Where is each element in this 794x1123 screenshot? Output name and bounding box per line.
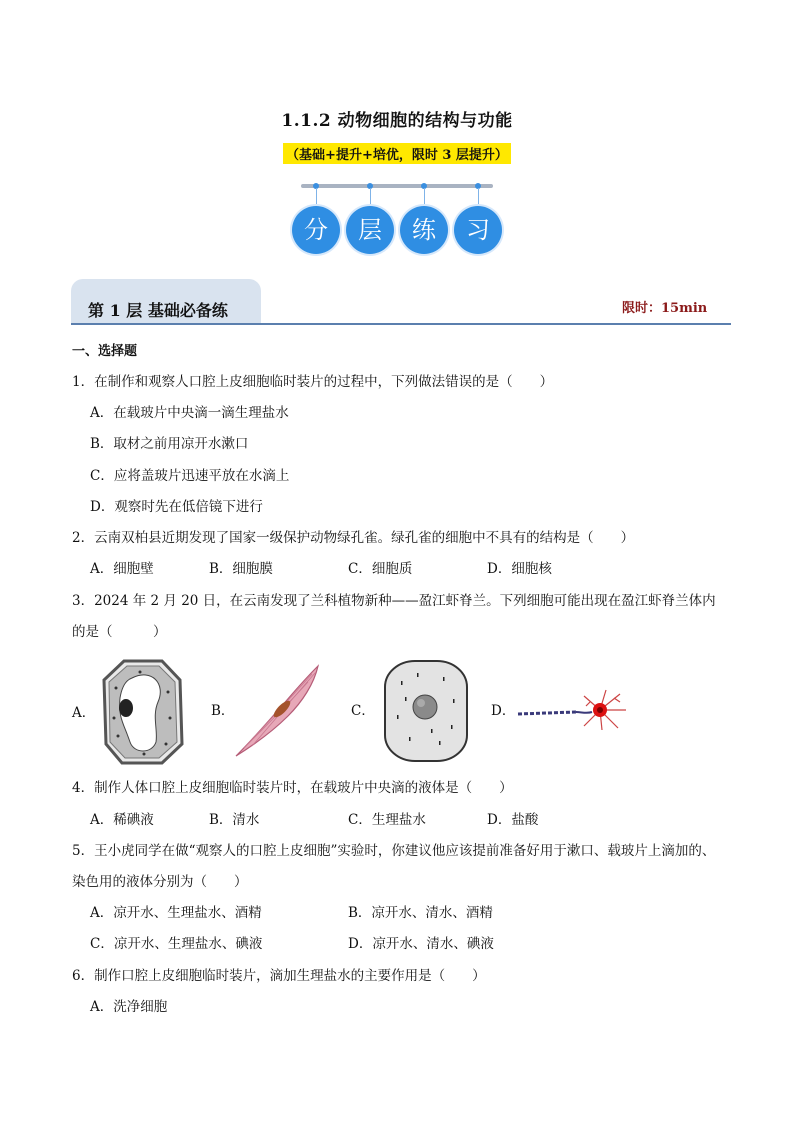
q2-option-b: B．细胞膜 (209, 561, 273, 577)
badge-lian: 练 (400, 206, 448, 254)
q4-option-d: D．盐酸 (487, 812, 539, 828)
animal-cell-image (383, 659, 469, 763)
q3-option-d: D． (491, 703, 516, 719)
q5-option-d: D．凉开水、清水、碘液 (348, 936, 494, 952)
q2-option-d: D．细胞核 (487, 561, 552, 577)
q5-option-a: A．凉开水、生理盐水、酒精 (90, 905, 262, 921)
q6-option-a: A．洗净细胞 (90, 999, 168, 1015)
section-heading: 一、选择题 (72, 344, 138, 359)
q5-option-c: C．凉开水、生理盐水、碘液 (90, 936, 263, 952)
plant-cell-image (100, 658, 186, 766)
question-5-stem-line1: 5．王小虎同学在做“观察人的口腔上皮细胞”实验时，你建议他应该提前准备好用于漱口、载玻片上滴加的、 (72, 843, 716, 859)
section-divider (71, 323, 731, 325)
page-subtitle: （基础+提升+培优，限时 3 层提升） (283, 143, 511, 164)
question-3-stem-line2: 的是（ ） (72, 624, 167, 640)
q4-option-c: C．生理盐水 (348, 812, 426, 828)
q4-option-b: B．清水 (209, 812, 260, 828)
muscle-cell-image (232, 662, 324, 760)
q1-option-a: A．在载玻片中央滴一滴生理盐水 (90, 405, 289, 421)
badge-fen: 分 (292, 206, 340, 254)
q1-option-d: D．观察时先在低倍镜下进行 (90, 499, 263, 515)
neuron-image (516, 688, 628, 732)
question-2-stem: 2．云南双柏县近期发现了国家一级保护动物绿孔雀。绿孔雀的细胞中不具有的结构是（ ） (72, 530, 635, 546)
q3-option-c: C． (351, 703, 375, 719)
q4-option-a: A．稀碘液 (90, 812, 154, 828)
badge-ceng: 层 (346, 206, 394, 254)
question-1-stem: 1．在制作和观察人口腔上皮细胞临时装片的过程中，下列做法错误的是（ ） (72, 374, 554, 390)
q1-option-c: C．应将盖玻片迅速平放在水滴上 (90, 468, 290, 484)
q1-option-b: B．取材之前用凉开水漱口 (90, 436, 249, 452)
badge-xi: 习 (454, 206, 502, 254)
q3-option-a: A． (72, 705, 96, 721)
q2-option-c: C．细胞质 (348, 561, 413, 577)
q2-option-a: A．细胞壁 (90, 561, 154, 577)
q5-option-b: B．凉开水、清水、酒精 (348, 905, 493, 921)
time-limit: 限时：15min (622, 301, 708, 316)
question-5-stem-line2: 染色用的液体分别为（ ） (72, 874, 248, 890)
question-3-stem-line1: 3．2024 年 2 月 20 日，在云南发现了兰科植物新种——盈江虾脊兰。下列细胞可能出现在盈江虾脊兰体内 (72, 593, 716, 609)
q3-option-b: B． (211, 703, 235, 719)
question-4-stem: 4．制作人体口腔上皮细胞临时装片时，在载玻片中央滴的液体是（ ） (72, 780, 513, 796)
badge-bar (301, 184, 493, 188)
page-title: 1.1.2 动物细胞的结构与功能 (281, 111, 513, 131)
section-tab-label: 第 1 层 基础必备练 (88, 301, 228, 320)
question-6-stem: 6．制作口腔上皮细胞临时装片，滴加生理盐水的主要作用是（ ） (72, 968, 486, 984)
